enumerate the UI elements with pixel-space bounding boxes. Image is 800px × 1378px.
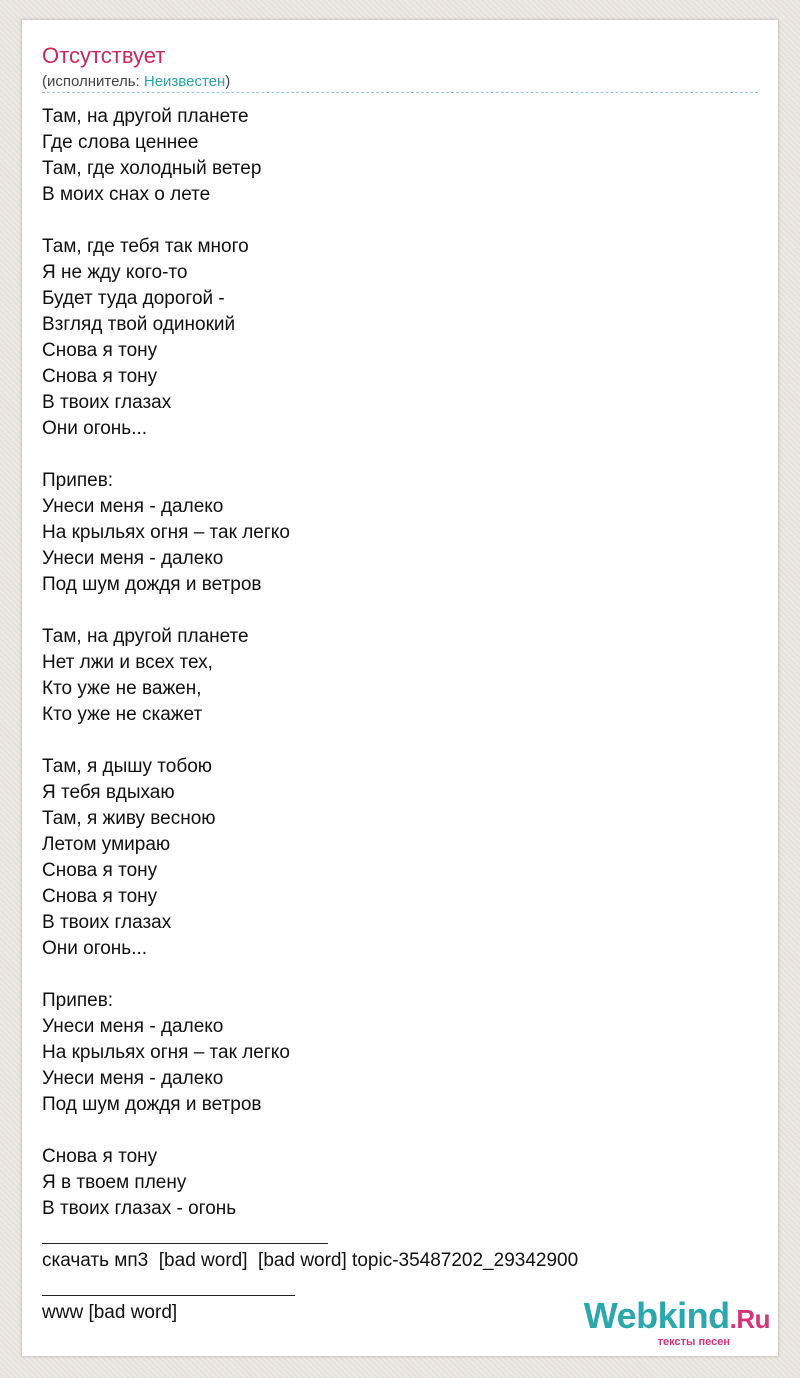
lyric-line: В твоих глазах - огонь (42, 1198, 237, 1219)
lyric-line: Нет лжи и всех тех, (42, 652, 213, 673)
artist-line (42, 72, 230, 92)
lyric-line: Унеси меня - далеко (42, 1016, 224, 1037)
lyric-line: Снова я тону (42, 860, 158, 881)
lyric-line: Они огонь... (42, 938, 148, 959)
lyric-line: Они огонь... (42, 418, 148, 439)
lyric-line: Снова я тону (42, 886, 158, 907)
lyric-line: Там, где холодный ветер (42, 158, 262, 179)
lyric-line: Кто уже не скажет (42, 704, 203, 725)
lyrics-card (22, 20, 778, 1356)
title-divider (42, 92, 758, 93)
stanza-break (42, 962, 290, 988)
lyric-line: Снова я тону (42, 340, 158, 361)
lyric-line: Я тебя вдыхаю (42, 782, 175, 803)
footer (42, 1222, 578, 1326)
lyric-line: На крыльях огня – так легко (42, 522, 290, 543)
lyric-line: Там, где тебя так много (42, 236, 249, 257)
stanza-break (42, 1118, 290, 1144)
song-title: Отсутствует (42, 43, 166, 68)
lyric-line: Кто уже не важен, (42, 678, 202, 699)
artist-suffix: ) (225, 73, 231, 90)
lyric-line: Там, я дышу тобою (42, 756, 213, 777)
logo-tagline: тексты песен (657, 1336, 730, 1348)
stanza-break (42, 442, 290, 468)
download-line[interactable]: скачать мп3 [bad word] [bad word] topic-35487202_29342900 (42, 1250, 579, 1271)
lyric-line: Снова я тону (42, 1146, 158, 1167)
webkind-logo[interactable] (583, 1295, 770, 1348)
lyric-line: Припев: (42, 990, 114, 1011)
lyric-line: Снова я тону (42, 366, 158, 387)
artist-prefix: (исполнитель: (42, 73, 144, 90)
lyric-line: Летом умираю (42, 834, 171, 855)
lyric-line: Будет туда дорогой - (42, 288, 225, 309)
logo-wordmark: Webkind.Ru (583, 1295, 770, 1336)
stanza-break (42, 208, 290, 234)
lyric-line: Там, на другой планете (42, 106, 249, 127)
stanza-break (42, 728, 290, 754)
lyric-line: Унеси меня - далеко (42, 496, 224, 517)
lyric-line: На крыльях огня – так легко (42, 1042, 290, 1063)
lyric-line: Унеси меня - далеко (42, 1068, 224, 1089)
lyric-line: В твоих глазах (42, 392, 172, 413)
lyric-line: Там, на другой планете (42, 626, 249, 647)
footer-rule (42, 1222, 578, 1248)
lyric-line: Я не жду кого-то (42, 262, 188, 283)
lyric-line: Там, я живу весною (42, 808, 216, 829)
lyric-line: Припев: (42, 470, 114, 491)
lyrics-text (42, 104, 290, 1222)
lyric-line: Под шум дождя и ветров (42, 574, 262, 595)
footer-rule (42, 1274, 578, 1300)
lyric-line: Где слова ценнее (42, 132, 199, 153)
lyric-line: Взгляд твой одинокий (42, 314, 236, 335)
lyric-line: Унеси меня - далеко (42, 548, 224, 569)
lyric-line: Под шум дождя и ветров (42, 1094, 262, 1115)
lyric-line: В твоих глазах (42, 912, 172, 933)
www-line: www [bad word] (42, 1302, 178, 1323)
stanza-break (42, 598, 290, 624)
lyric-line: Я в твоем плену (42, 1172, 187, 1193)
artist-link[interactable]: Неизвестен (143, 73, 226, 90)
lyric-line: В моих снах о лете (42, 184, 211, 205)
